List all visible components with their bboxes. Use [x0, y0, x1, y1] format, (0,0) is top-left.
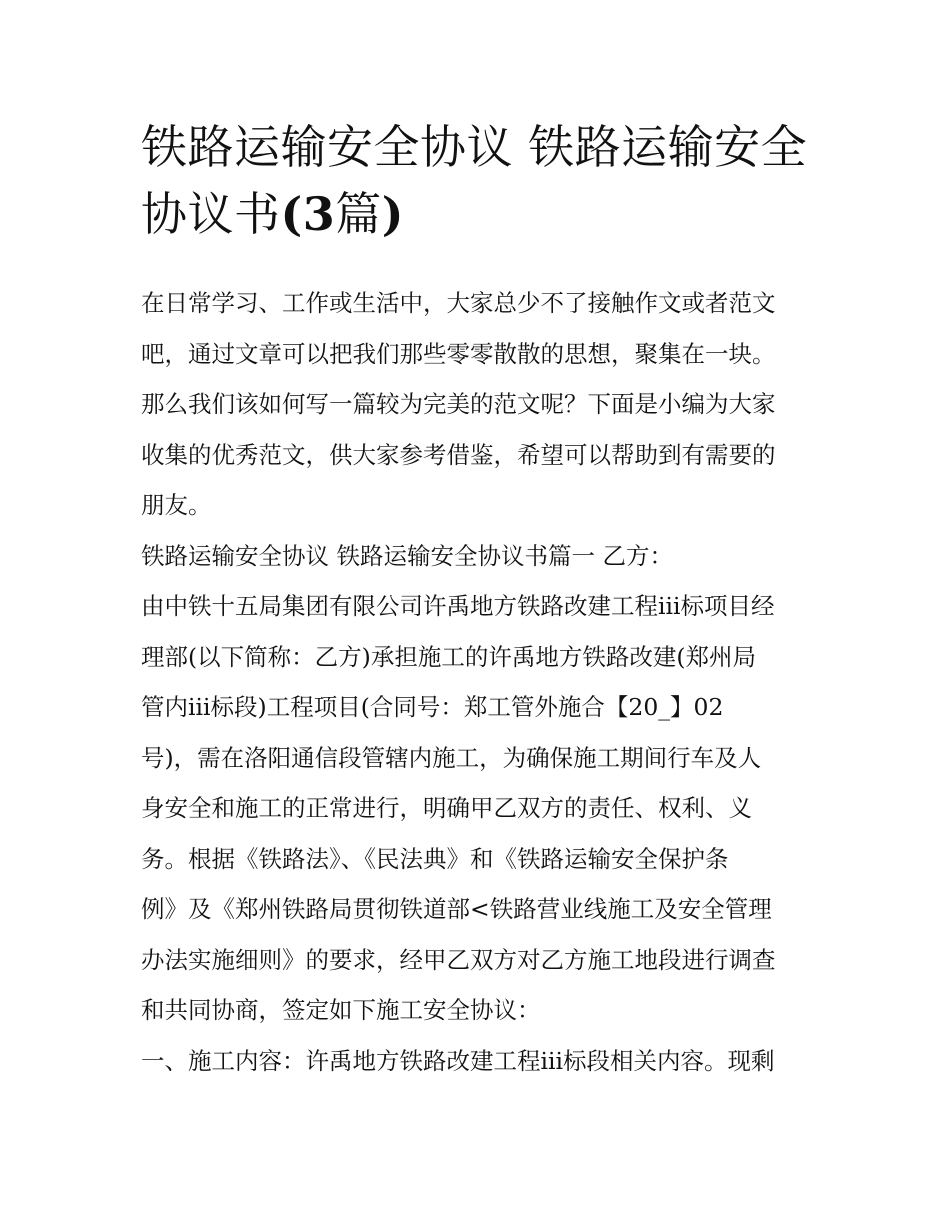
body-line: 由中铁十五局集团有限公司许禹地方铁路改建工程iii标项目经 — [141, 592, 775, 620]
body-line: 和共同协商，签定如下施工安全协议： — [141, 996, 541, 1024]
body-line: 在日常学习、工作或生活中，大家总少不了接触作文或者范文 — [141, 289, 776, 317]
document-body — [141, 278, 831, 1086]
body-line: 吧，通过文章可以把我们那些零零散散的思想，聚集在一块。 — [141, 339, 776, 368]
body-line: 一、施工内容：许禹地方铁路改建工程iii标段相关内容。现剩 — [141, 1046, 775, 1075]
body-line: 收集的优秀范文，供大家参考借鉴，希望可以帮助到有需要的 — [141, 440, 776, 469]
body-line: 那么我们该如何写一篇较为完美的范文呢？下面是小编为大家 — [141, 390, 776, 418]
body-line: 办法实施细则》的要求，经甲乙双方对乙方施工地段进行调查 — [141, 945, 776, 974]
body-line: 朋友。 — [141, 491, 212, 519]
title-unit: 篇 — [335, 187, 382, 241]
body-line: 管内iii标段)工程项目(合同号：郑工管外施合【20_】02 — [141, 693, 724, 721]
title-text: 铁路运输安全协议 铁路运输安全协议书 — [141, 120, 808, 241]
title-close-paren: ) — [381, 187, 405, 241]
body-line: 身安全和施工的正常进行，明确甲乙双方的责任、权利、义 — [141, 794, 752, 822]
section-heading-line: 铁路运输安全协议 铁路运输安全协议书篇一 乙方： — [141, 541, 673, 570]
body-line: 务。根据《铁路法》、《民法典》和《铁路运输安全保护条 — [141, 844, 729, 873]
document-title — [141, 114, 831, 248]
body-line: 号)，需在洛阳通信段管辖内施工，为确保施工期间行车及人 — [141, 743, 762, 772]
body-line: 理部(以下简称：乙方)承担施工的许禹地方铁路改建(郑州局 — [141, 642, 757, 671]
body-line: 例》及《郑州铁路局贯彻铁道部<铁路营业线施工及安全管理 — [141, 895, 772, 923]
title-count: (3 — [280, 187, 336, 241]
